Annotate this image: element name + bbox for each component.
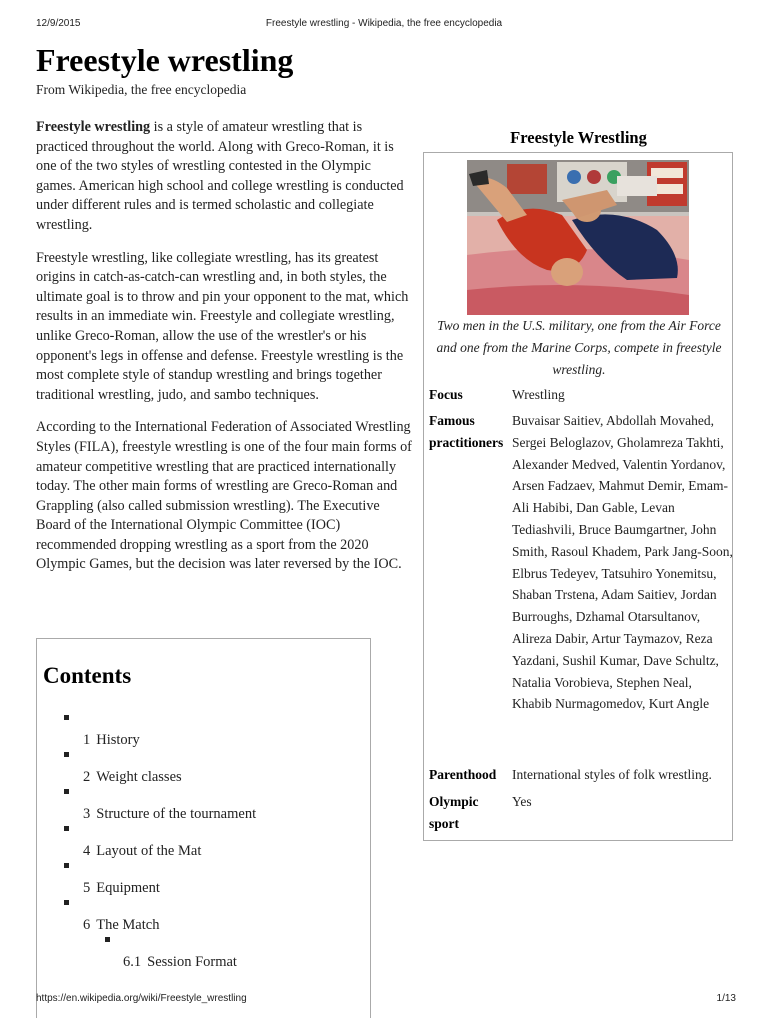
wrestling-photo[interactable] — [467, 160, 689, 315]
row-label: Focus — [429, 387, 463, 402]
article-body — [36, 118, 412, 588]
article-subtitle: From Wikipedia, the free encyclopedia — [36, 82, 247, 97]
bullet-icon — [64, 789, 69, 794]
row-value: Yes — [512, 794, 532, 809]
toc-link-structure[interactable]: 3 Structure of the tournament — [83, 806, 257, 822]
toc-item — [37, 752, 370, 789]
row-value: Wrestling — [512, 387, 565, 402]
toc-list — [37, 715, 370, 974]
row-value: Buvaisar Saitiev, Abdollah Movahed, Sergei Beloglazov, Gholamreza Takhti, Alexander Medved, Valentin Yordanov, Arsen Fadzaev, Mahmut Demir, Emam-Ali Habibi, Dan Gable, Levan Tediashvili, Bruce Baumgartner, John Smith, Rasoul Khadem, Park Jang-Soon, Elbrus Tedeyev, Tatsuhiro Yonemitsu, Shaban Trstena, Adam Saitiev, Jordan Burroughs, Dzhamal Otarsultanov, Alireza Dabir, Artur Taymazov, Reza Yazdani, Sushil Kumar, Dave Schultz, Natalia Vorobieva, Stephen Neal, Khabib Nurmagomedov, Kurt Angle — [512, 413, 733, 712]
toc-subitem — [37, 937, 370, 974]
fila-paragraph: According to the International Federation of Associated Wrestling Styles (FILA), freestyle wrestling is one of the four main forms of amateur competitive wrestling that are practiced internationally today. The other main forms of wrestling are Greco-Roman and Grappling (also called submission wrestling). The Executive Board of the International Olympic Committee (IOC) recommended dropping wrestling as a sport from the 2020 Olympic Games, but the decision was later reversed by the IOC. — [36, 419, 412, 573]
print-date: 12/9/2015 — [36, 18, 81, 29]
toc-item — [37, 900, 370, 937]
lead-term: Freestyle wrestling — [36, 119, 151, 135]
toc-link-layout-of-mat[interactable]: 4 Layout of the Mat — [83, 843, 202, 859]
toc-link-session-format[interactable]: 6.1 Session Format — [123, 954, 237, 970]
toc-link-equipment[interactable]: 5 Equipment — [83, 880, 160, 896]
infobox-title: Freestyle Wrestling — [510, 128, 647, 147]
photo-caption: Two men in the U.S. military, one from the Air Force and one from the Marine Corps, compete in freestyle wrestling. — [436, 318, 722, 377]
toc-link-weight-classes[interactable]: 2 Weight classes — [83, 769, 182, 785]
row-label: Parenthood — [429, 767, 497, 782]
infobox — [423, 152, 733, 841]
toc-item — [37, 863, 370, 900]
bullet-icon — [64, 715, 69, 720]
table-of-contents — [36, 638, 371, 1018]
intro-text: is a style of amateur wrestling that is practiced throughout the world. Along with Greco-Roman, it is one of the two styles of wrestling contested in the Olympic games. American high school and college wrestling is conducted under different rules and is termed scholastic and collegiate wrestling. — [36, 119, 404, 233]
toc-link-the-match[interactable]: 6 The Match — [83, 917, 160, 933]
row-label: Famous practitioners — [429, 413, 504, 450]
print-url: https://en.wikipedia.org/wiki/Freestyle_wrestling — [36, 993, 247, 1004]
bullet-icon — [64, 826, 69, 831]
bullet-icon — [64, 752, 69, 757]
bullet-icon — [64, 900, 69, 905]
toc-item — [37, 826, 370, 863]
row-label: Olympic sport — [429, 794, 479, 831]
origins-paragraph: Freestyle wrestling, like collegiate wrestling, has its greatest origins in catch-as-catch-can wrestling and, in both styles, the ultimate goal is to throw and pin your opponent to the mat, which results in an immediate win. Freestyle and collegiate wrestling, unlike Greco-Roman, allow the use of the wrestler's or his opponent's legs in offense and defense. Freestyle wrestling is the most complete style of standup wrestling and brings together traditional wrestling, judo, and sambo techniques. — [36, 249, 409, 403]
article-title: Freestyle wrestling — [36, 42, 294, 78]
print-page-title: Freestyle wrestling - Wikipedia, the free encyclopedia — [265, 18, 503, 29]
bullet-icon — [105, 937, 110, 942]
toc-heading: Contents — [43, 663, 132, 688]
row-value: International styles of folk wrestling. — [512, 767, 712, 782]
page-number: 1/13 — [716, 993, 736, 1004]
intro-paragraph — [36, 118, 412, 236]
toc-item — [37, 715, 370, 752]
toc-link-history[interactable]: 1 History — [83, 732, 140, 748]
toc-item — [37, 789, 370, 826]
bullet-icon — [64, 863, 69, 868]
